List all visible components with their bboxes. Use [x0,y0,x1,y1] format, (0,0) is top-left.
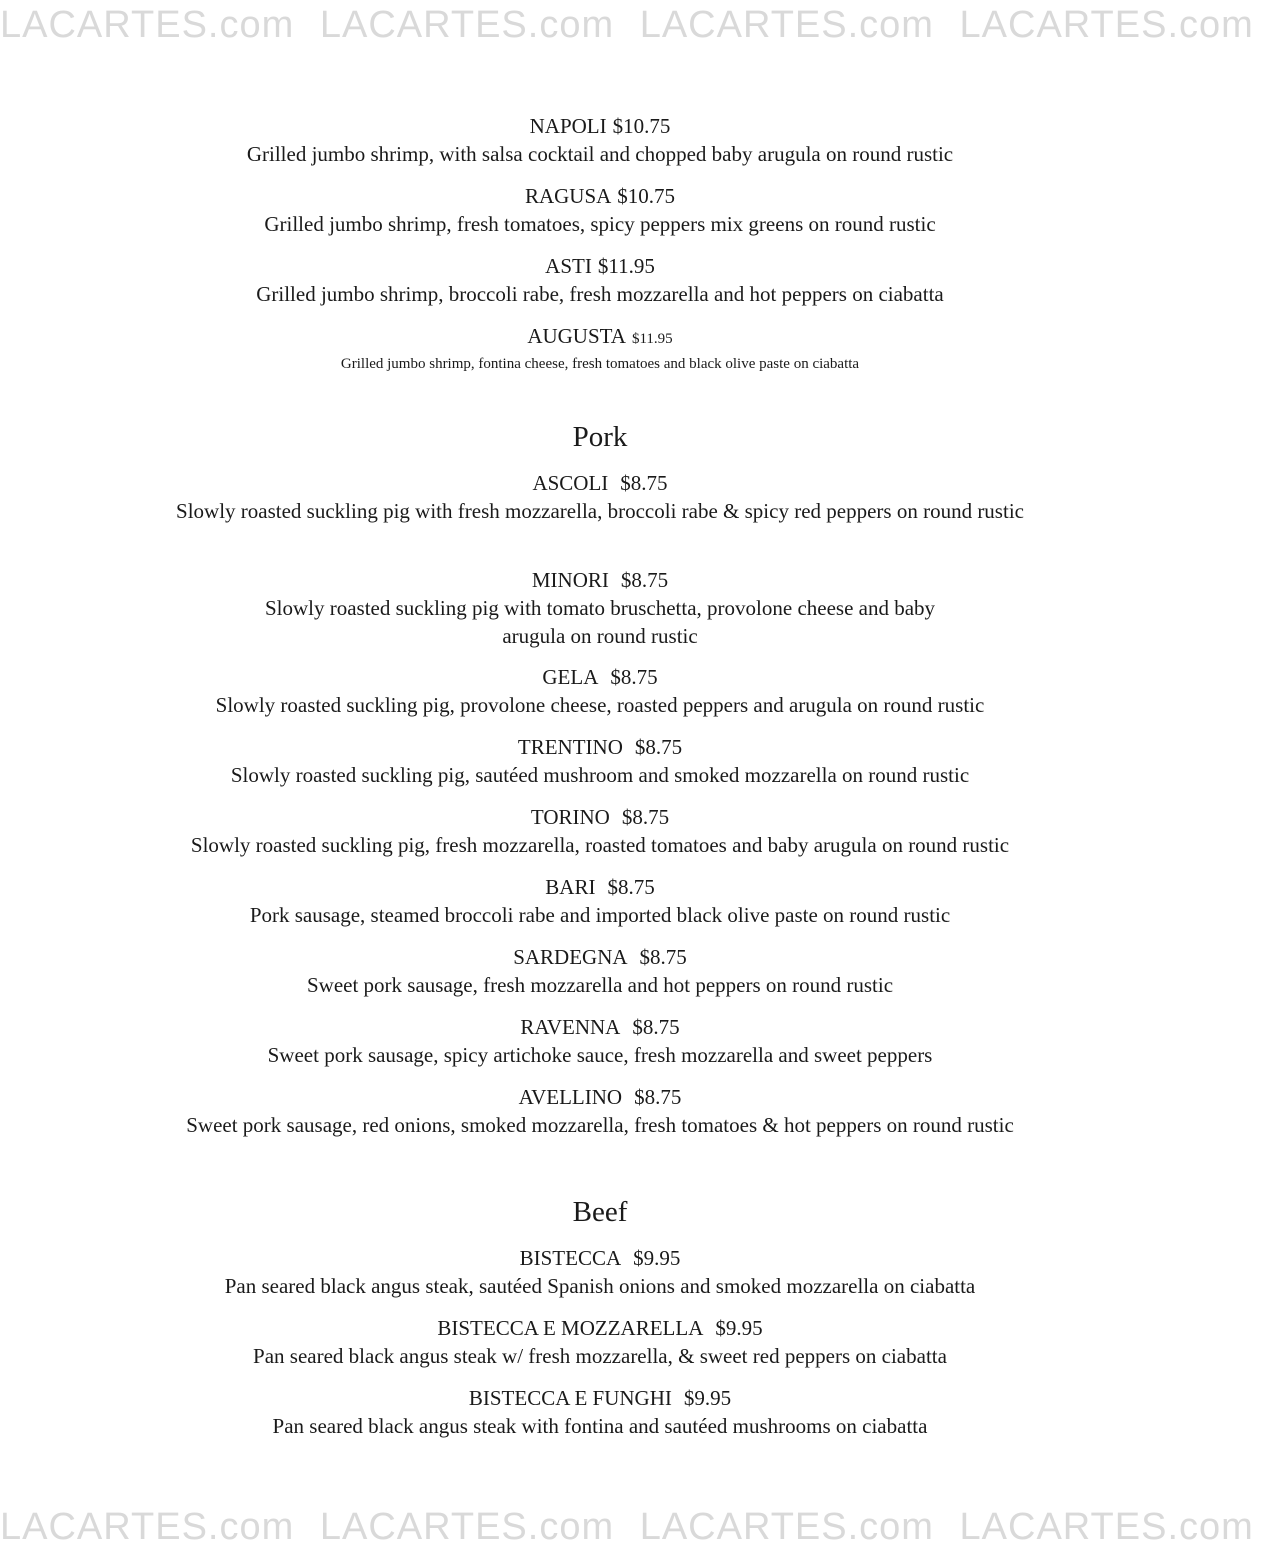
menu-item-minori [0,566,1200,650]
item-name: GELA [542,665,599,689]
watermark-text: LACARTES.com [639,4,934,46]
watermark-bottom [0,1506,1254,1556]
item-title [0,252,1200,280]
item-title [0,566,1200,594]
item-description: Slowly roasted suckling pig with fresh mozzarella, broccoli rabe & spicy red peppers on round rustic [176,499,1024,523]
item-name: BISTECCA E FUNGHI [468,1386,672,1410]
item-title [0,943,1200,971]
watermark-text: LACARTES.com [959,1506,1254,1548]
item-name: AUGUSTA [527,324,626,348]
item-description: Grilled jumbo shrimp, broccoli rabe, fresh mozzarella and hot peppers on ciabatta [256,282,944,306]
item-description: Slowly roasted suckling pig with tomato bruschetta, provolone cheese and baby arugula on round rustic [264,596,936,648]
item-title [0,873,1200,901]
item-title [0,182,1200,210]
item-description: Pan seared black angus steak w/ fresh mozzarella, & sweet red peppers on ciabatta [253,1344,947,1368]
item-price: $8.75 [607,875,655,899]
item-title [0,112,1200,140]
item-description: Pan seared black angus steak with fontina and sautéed mushrooms on ciabatta [272,1414,928,1438]
item-name: BARI [545,875,596,899]
item-price: $8.75 [620,471,668,495]
item-price: $8.75 [634,1085,682,1109]
section-heading: Pork [572,421,628,453]
watermark-text: LACARTES.com [959,4,1254,46]
item-name: ASTI [545,254,592,278]
item-price: $8.75 [621,805,670,829]
item-description: Grilled jumbo shrimp, fontina cheese, fresh tomatoes and black olive paste on ciabatta [340,356,860,372]
menu-item-bistecca-e-funghi [0,1384,1200,1440]
item-title [0,1244,1200,1272]
item-name: RAGUSA [524,184,612,208]
item-price: $8.75 [610,665,658,689]
item-name: MINORI [531,568,609,592]
item-name: BISTECCA E MOZZARELLA [437,1316,704,1340]
menu-item-trentino [0,733,1200,789]
item-price: $10.75 [612,114,671,138]
item-title [0,803,1200,831]
menu-item-bistecca [0,1244,1200,1300]
item-description: Pork sausage, steamed broccoli rabe and imported black olive paste on round rustic [249,903,951,927]
watermark-text: LACARTES.com [639,1506,934,1548]
item-price: $8.75 [634,735,683,759]
item-price: $9.95 [715,1316,763,1340]
section-pork [0,420,1200,454]
item-title [0,1384,1200,1412]
watermark-text: LACARTES.com [0,1506,295,1548]
item-description: Grilled jumbo shrimp, with salsa cocktail and chopped baby arugula on round rustic [246,142,954,166]
item-price: $8.75 [620,568,669,592]
item-title [0,322,1200,353]
item-description: Slowly roasted suckling pig, provolone cheese, roasted peppers and arugula on round rustic [215,693,985,717]
item-name: TORINO [530,805,610,829]
menu-item-ravenna [0,1013,1200,1069]
section-heading: Beef [572,1196,628,1228]
item-title [0,1314,1200,1342]
item-description: Sweet pork sausage, red onions, smoked mozzarella, fresh tomatoes & hot peppers on round rustic [186,1113,1014,1137]
item-price: $10.75 [617,184,676,208]
item-description: Pan seared black angus steak, sautéed Spanish onions and smoked mozzarella on ciabatta [224,1274,976,1298]
item-price: $9.95 [683,1386,732,1410]
menu-item-torino [0,803,1200,859]
menu-item-asti [0,252,1200,308]
menu-item-sardegna [0,943,1200,999]
item-name: AVELLINO [518,1085,623,1109]
item-name: NAPOLI [529,114,607,138]
watermark-text: LACARTES.com [319,4,615,46]
item-title [0,1083,1200,1111]
item-price: $9.95 [633,1246,681,1270]
menu-item-ragusa [0,182,1200,238]
item-price: $11.95 [631,331,673,347]
item-description: Sweet pork sausage, spicy artichoke sauce, fresh mozzarella and sweet peppers [267,1043,933,1067]
menu-item-gela [0,663,1200,719]
menu-item-bistecca-e-mozzarella [0,1314,1200,1370]
menu-item-avellino [0,1083,1200,1139]
menu-item-bari [0,873,1200,929]
item-title [0,663,1200,691]
item-price: $8.75 [639,945,687,969]
item-description: Slowly roasted suckling pig, sautéed mushroom and smoked mozzarella on round rustic [230,763,970,787]
menu-item-augusta [0,322,1200,375]
item-description: Grilled jumbo shrimp, fresh tomatoes, spicy peppers mix greens on round rustic [264,212,936,236]
menu-item-napoli [0,112,1200,168]
watermark-text: LACARTES.com [319,1506,615,1548]
item-description: Slowly roasted suckling pig, fresh mozzarella, roasted tomatoes and baby arugula on round rustic [190,833,1010,857]
item-name: RAVENNA [520,1015,621,1039]
section-beef [0,1195,1200,1229]
watermark-text: LACARTES.com [0,4,295,46]
item-description: Sweet pork sausage, fresh mozzarella and hot peppers on round rustic [306,973,894,997]
item-name: ASCOLI [532,471,609,495]
watermark-top [0,4,1254,54]
item-title [0,469,1200,497]
item-price: $11.95 [597,254,655,278]
item-name: SARDEGNA [513,945,628,969]
item-name: TRENTINO [517,735,623,759]
menu-item-ascoli [0,469,1200,525]
item-name: BISTECCA [519,1246,622,1270]
item-price: $8.75 [632,1015,680,1039]
item-title [0,1013,1200,1041]
item-title [0,733,1200,761]
